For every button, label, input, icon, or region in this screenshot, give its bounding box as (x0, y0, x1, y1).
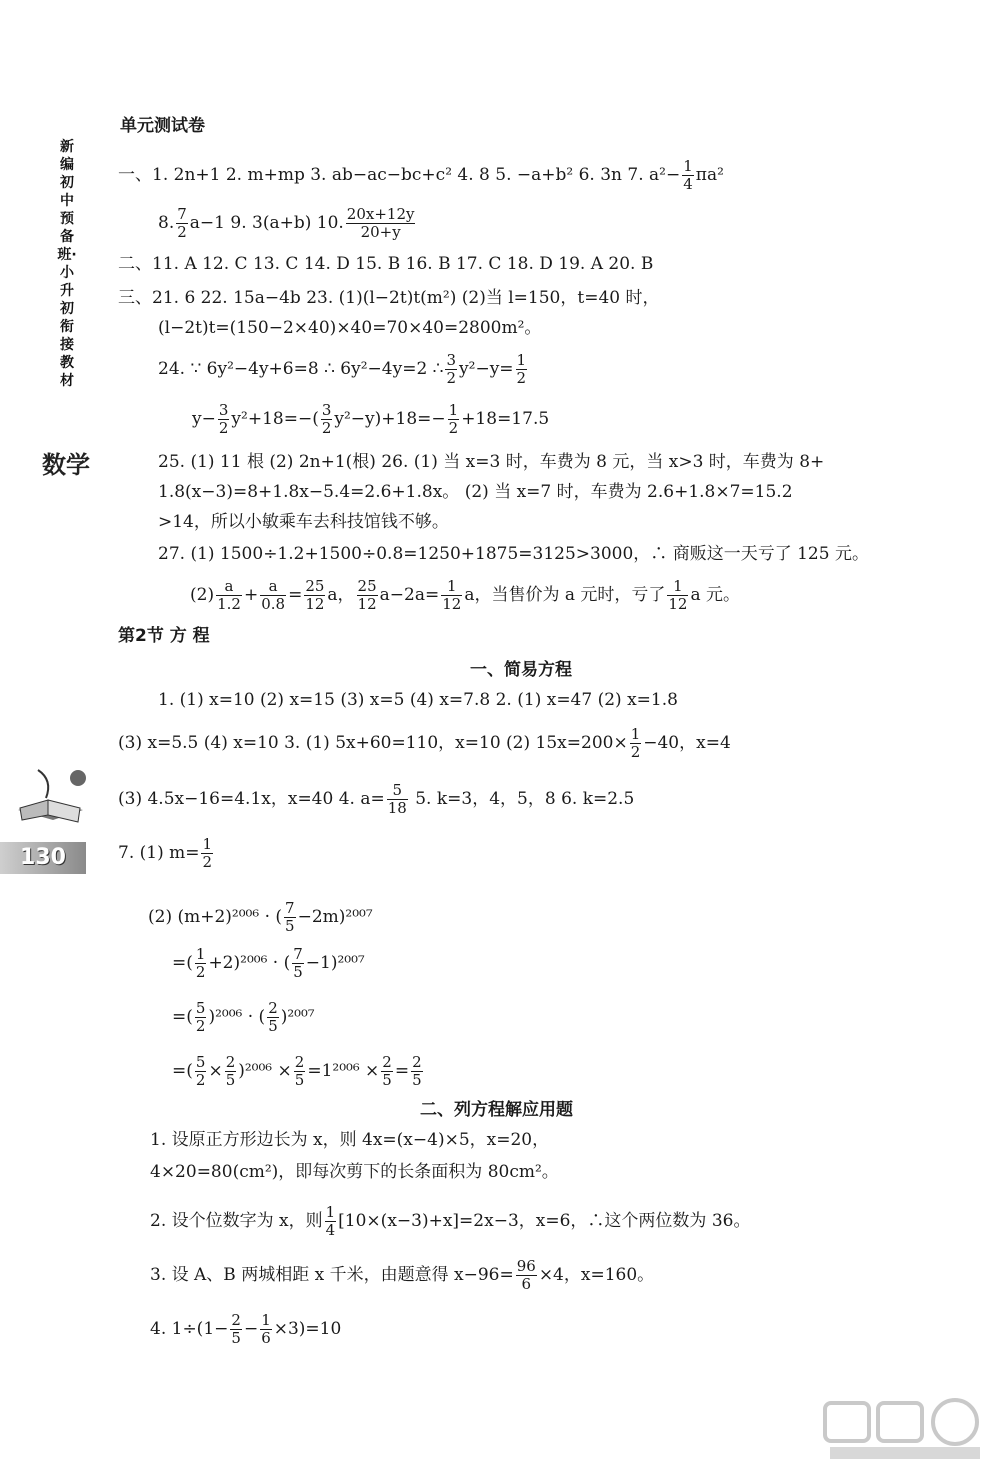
answer-line: =( $\frac{1}{2}$ +2)²⁰⁰⁶ · ( $\frac{7}{5}$ −1)²⁰⁰⁷ (172, 945, 365, 981)
answer-line: (l−2t)t=(150−2×40)×40=70×40=2800m²。 (158, 318, 542, 338)
answer-line: 一、1. 2n+1 2. m+mp 3. ab−ac−bc+c² 4. 8 5. −a+b² 6. 3n 7. a²− $\frac{1}{4}$ πa² (118, 157, 724, 193)
subsection-title: 二、列方程解应用题 (420, 1100, 573, 1120)
answer-line: 2. 设个位数字为 x，则 $\frac{1}{4}$ [10×(x−3)+x]=2x−3，x=6，∴这个两位数为 36。 (150, 1203, 751, 1239)
answer-line: 1.8(x−3)=8+1.8x−5.4=2.6+1.8x。 (2) 当 x=7 时，车费为 2.6+1.8×7=15.2 (158, 482, 793, 502)
answer-line: 25. (1) 11 根 (2) 2n+1(根) 26. (1) 当 x=3 时，车费为 8 元，当 x>3 时，车费为 8+ (158, 452, 825, 472)
answer-line: 3. 设 A、B 两城相距 x 千米，由题意得 x−96= $\frac{96}{6}$ ×4，x=160。 (150, 1257, 655, 1293)
side-title: 新编初中预备班·小升初衔接教材 (57, 139, 77, 389)
answer-line: 1. 设原正方形边长为 x，则 4x=(x−4)×5，x=20， (150, 1130, 550, 1150)
answer-line: (2) (m+2)²⁰⁰⁶ · ( $\frac{7}{5}$ −2m)²⁰⁰⁷ (148, 899, 373, 935)
page-number: 130 (0, 842, 86, 874)
answer-line: 三、21. 6 22. 15a−4b 23. (1)(l−2t)t(m²) (2)当 l=150，t=40 时， (118, 288, 660, 308)
answer-line: 1. (1) x=10 (2) x=15 (3) x=5 (4) x=7.8 2. (1) x=47 (2) x=1.8 (158, 690, 678, 710)
answer-line: (3) 4.5x−16=4.1x，x=40 4. a= $\frac{5}{18}$ 5. k=3，4，5，8 6. k=2.5 (118, 781, 635, 817)
unit-test-title: 单元测试卷 (120, 116, 205, 136)
section-title: 第2节 方 程 (118, 626, 210, 646)
answer-line: (2) $\frac{a}{1.2}$ + $\frac{a}{0.8}$ = $\frac{25}{12}$ a， $\frac{25}{12}$ a−2a= $\frac{1}{12}$ a，当售价为 a 元时，亏了 $\frac{1}{12}$ a 元。 (190, 577, 741, 613)
answer-line: 27. (1) 1500÷1.2+1500÷0.8=1250+1875=3125>3000，∴ 商贩这一天亏了 125 元。 (158, 544, 869, 564)
answer-line: =( $\frac{5}{2}$ )²⁰⁰⁶ · ( $\frac{2}{5}$ )²⁰⁰⁷ (172, 999, 315, 1035)
answer-line: =( $\frac{5}{2}$ × $\frac{2}{5}$ )²⁰⁰⁶ × $\frac{2}{5}$ =1²⁰⁰⁶ × $\frac{2}{5}$ = $\frac{2}{5}$ (172, 1053, 422, 1089)
answer-line: 24. ∵ 6y²−4y+6=8 ∴ 6y²−4y=2 ∴ $\frac{3}{2}$ y²−y= $\frac{1}{2}$ (158, 351, 527, 387)
subject-label: 数学 (42, 451, 90, 479)
answer-line: 7. (1) m= $\frac{1}{2}$ (118, 835, 213, 871)
answer-line: >14，所以小敏乘车去科技馆钱不够。 (158, 512, 449, 532)
answer-line: 二、11. A 12. C 13. C 14. D 15. B 16. B 17. C 18. D 19. A 20. B (118, 254, 654, 274)
answer-line: 4. 1÷(1− $\frac{2}{5}$ − $\frac{1}{6}$ ×3)=10 (150, 1311, 342, 1347)
answer-line: (3) x=5.5 (4) x=10 3. (1) 5x+60=110，x=10 (2) 15x=200× $\frac{1}{2}$ −40，x=4 (118, 725, 731, 761)
watermark-logo (820, 1395, 990, 1465)
answer-line: 8. $\frac{7}{2}$ a−1 9. 3(a+b) 10. $\frac{20x+12y}{20+y}$ (158, 205, 415, 241)
answer-line: 4×20=80(cm²)，即每次剪下的长条面积为 80cm²。 (150, 1162, 559, 1182)
reading-book-icon (8, 760, 98, 830)
answer-line: y− $\frac{3}{2}$ y²+18=−( $\frac{3}{2}$ y²−y)+18=− $\frac{1}{2}$ +18=17.5 (192, 401, 550, 437)
subsection-title: 一、简易方程 (470, 660, 572, 680)
